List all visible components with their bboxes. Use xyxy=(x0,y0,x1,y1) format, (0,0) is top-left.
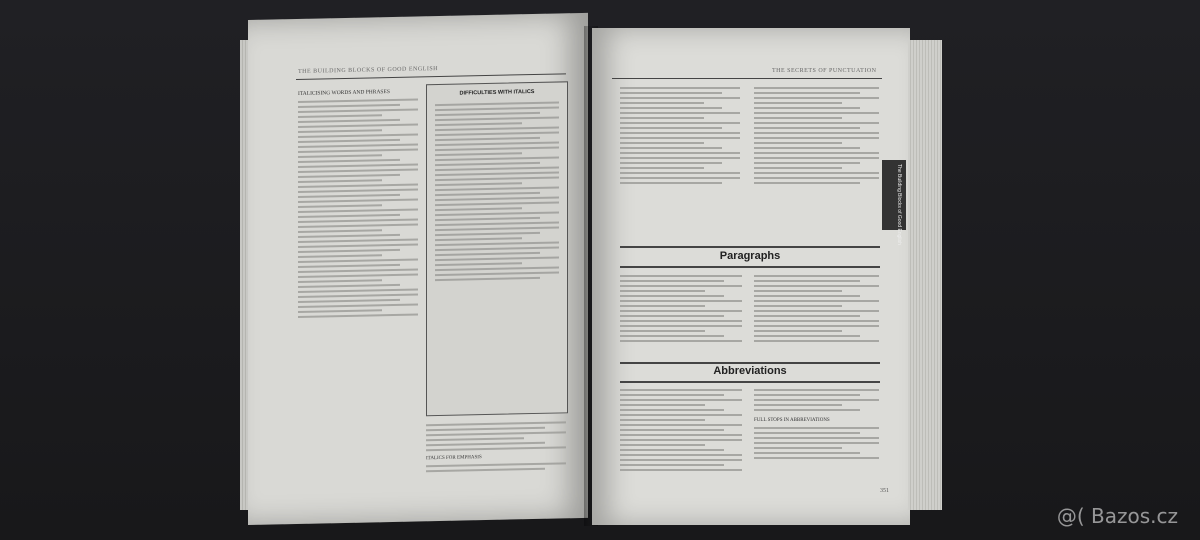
left-page xyxy=(248,13,588,525)
watermark: @( Bazos.cz xyxy=(1056,504,1178,528)
paragraphs-rule-bottom xyxy=(620,266,880,268)
side-tab xyxy=(882,160,906,245)
paragraphs-rule-top xyxy=(620,246,880,248)
paragraphs-left-column xyxy=(620,272,742,345)
abbreviations-right-column xyxy=(754,386,879,462)
left-column-text xyxy=(298,88,418,321)
paragraphs-right-column xyxy=(754,272,879,345)
right-top-left-column xyxy=(620,84,740,187)
abbreviations-left-column xyxy=(620,386,742,474)
full-stops-heading: FULL STOPS IN ABBREVIATIONS xyxy=(754,418,830,423)
side-tab-label: The Building Blocks of Good English xyxy=(896,164,902,245)
left-running-header: THE BUILDING BLOCKS OF GOOD ENGLISH xyxy=(298,66,438,75)
left-lower-column xyxy=(426,418,566,475)
box-heading: DIFFICULTIES WITH ITALICS xyxy=(459,88,535,97)
left-header-rule xyxy=(296,73,566,80)
abbreviations-rule-top xyxy=(620,362,880,364)
right-page-edges xyxy=(908,40,942,510)
difficulties-box xyxy=(426,81,568,416)
abbreviations-rule-bottom xyxy=(620,381,880,383)
right-top-right-column xyxy=(754,84,879,187)
right-header-rule xyxy=(612,78,882,79)
page-number: 351 xyxy=(880,488,889,494)
right-page xyxy=(592,28,910,525)
abbreviations-heading: Abbreviations xyxy=(713,365,787,377)
right-running-header: THE SECRETS OF PUNCTUATION xyxy=(772,68,877,74)
paragraphs-heading: Paragraphs xyxy=(719,250,781,262)
italics-emphasis-heading: ITALICS FOR EMPHASIS xyxy=(426,455,482,462)
left-section-heading: ITALICISING WORDS AND PHRASES xyxy=(298,89,390,97)
